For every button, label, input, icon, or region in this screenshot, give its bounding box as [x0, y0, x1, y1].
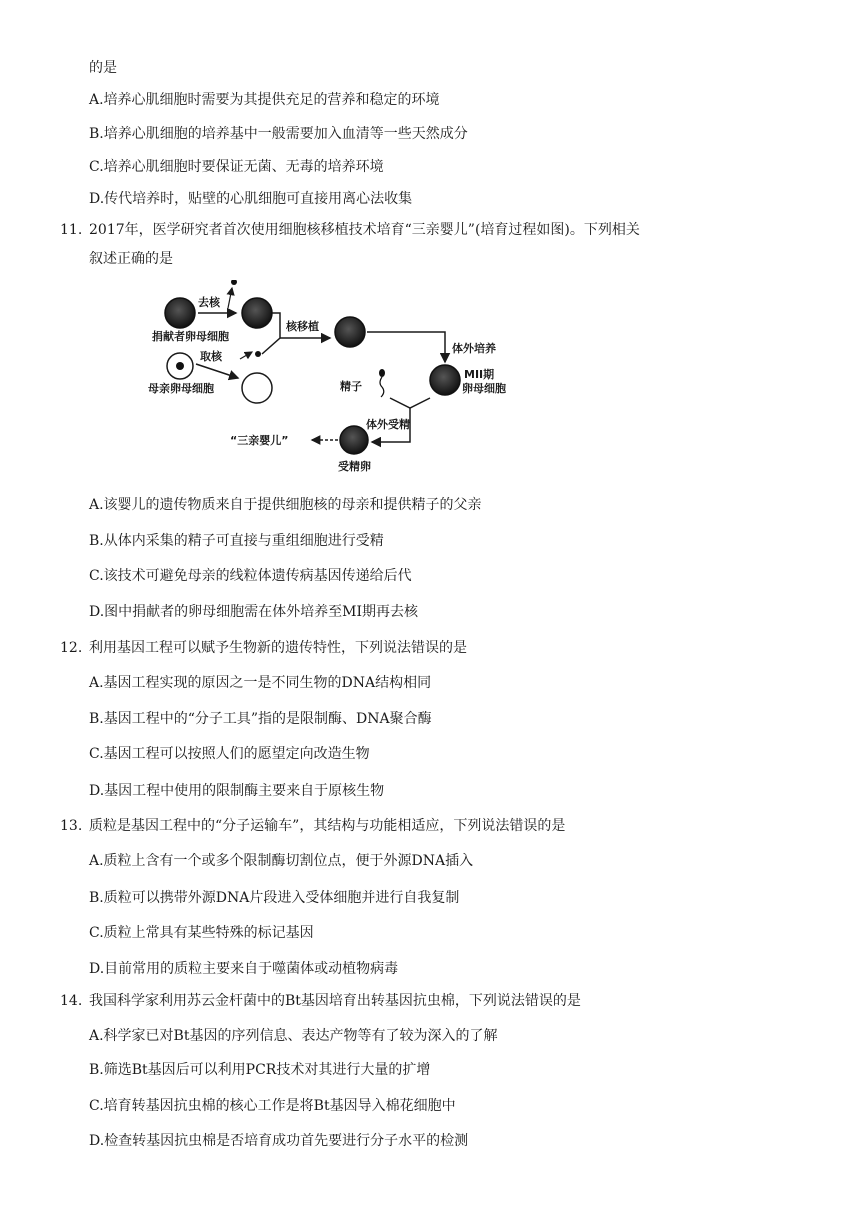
q11-option-d: D.图中捐献者的卵母细胞需在体外培养至MⅠ期再去核: [89, 604, 419, 620]
q13-stem: [60, 817, 565, 835]
q10-option-b: B.培养心肌细胞的培养基中一般需要加入血清等一些天然成分: [89, 126, 468, 142]
reconstructed-cell: [335, 317, 365, 347]
q12-number: 12.: [60, 640, 83, 656]
label-take-nucleus: 取核: [200, 350, 222, 363]
sperm-head: [379, 369, 385, 377]
q11-stem: [60, 221, 640, 239]
q14-option-a: A.科学家已对Bt基因的序列信息、表达产物等有了较为深入的了解: [89, 1028, 498, 1044]
label-mother-oocyte: 母亲卵母细胞: [148, 382, 214, 395]
q14-option-d: D.检查转基因抗虫棉是否培育成功首先要进行分子水平的检测: [89, 1133, 469, 1149]
q10-option-a: A.培养心肌细胞时需要为其提供充足的营养和稳定的环境: [89, 92, 440, 108]
q14-number: 14.: [60, 993, 83, 1009]
q11-stem-line2: 叙述正确的是: [89, 251, 173, 267]
q10-stem-continued: 的是: [89, 60, 117, 76]
q14-option-c: C.培育转基因抗虫棉的核心工作是将Bt基因导入棉花细胞中: [89, 1098, 456, 1114]
q14-stem-text: 我国科学家利用苏云金杆菌中的Bt基因培育出转基因抗虫棉，下列说法错误的是: [89, 993, 581, 1009]
q13-number: 13.: [60, 818, 83, 834]
q13-option-d: D.目前常用的质粒主要来自于噬菌体或动植物病毒: [89, 961, 399, 977]
label-three-parent-baby: “三亲婴儿”: [230, 434, 289, 447]
label-zygote: 受精卵: [338, 460, 371, 473]
q13-option-b: B.质粒可以携带外源DNA片段进入受体细胞并进行自我复制: [89, 890, 460, 906]
label-nuclear-transfer: 核移植: [286, 320, 319, 333]
q14-option-b: B.筛选Bt基因后可以利用PCR技术对其进行大量的扩增: [89, 1062, 431, 1078]
q11-option-b: B.从体内采集的精子可直接与重组细胞进行受精: [89, 533, 384, 549]
label-remove-nucleus: 去核: [198, 296, 220, 309]
q12-option-a: A.基因工程实现的原因之一是不同生物的DNA结构相同: [89, 675, 432, 691]
removed-nucleus: [231, 280, 237, 285]
q14-stem: [60, 992, 581, 1010]
q13-stem-text: 质粒是基因工程中的“分子运输车”，其结构与功能相适应，下列说法错误的是: [89, 818, 566, 834]
label-sperm: 精子: [340, 380, 362, 393]
q13-option-c: C.质粒上常具有某些特殊的标记基因: [89, 925, 314, 941]
arrow-in-vitro-culture: [367, 332, 445, 362]
arrow-nucleus-extract: [240, 352, 252, 359]
sperm-tail: [380, 377, 384, 397]
q11-stem-line1: 2017年，医学研究者首次使用细胞核移植技术培育“三亲婴儿”(培育过程如图)。下列相关: [89, 222, 640, 238]
q10-option-d: D.传代培养时，贴壁的心肌细胞可直接用离心法收集: [89, 191, 413, 207]
label-in-vitro-fertilization: 体外受精: [366, 418, 410, 431]
q12-stem-text: 利用基因工程可以赋予生物新的遗传特性，下列说法错误的是: [89, 640, 467, 656]
three-parent-baby-diagram: [140, 280, 520, 480]
arrow-nucleus-out: [228, 288, 232, 308]
zygote-cell: [340, 426, 368, 454]
q11-number: 11.: [60, 222, 83, 238]
q12-stem: [60, 639, 467, 657]
q12-option-d: D.基因工程中使用的限制酶主要来自于原核生物: [89, 783, 385, 799]
label-donor-oocyte: 捐献者卵母细胞: [152, 330, 229, 343]
label-mii: MII期: [464, 368, 495, 381]
arrow-take-nucleus: [196, 364, 238, 378]
q10-option-c: C.培养心肌细胞时要保证无菌、无毒的培养环境: [89, 159, 384, 175]
fertilization-join: [390, 398, 430, 408]
remaining-mother-cell: [242, 373, 272, 403]
enucleated-oocyte-cell: [242, 298, 272, 328]
q12-option-c: C.基因工程可以按照人们的愿望定向改造生物: [89, 746, 370, 762]
q11-option-c: C.该技术可避免母亲的线粒体遗传病基因传递给后代: [89, 568, 412, 584]
mother-oocyte-nucleus: [176, 362, 184, 370]
extracted-nucleus: [255, 351, 261, 357]
q12-option-b: B.基因工程中的“分子工具”指的是限制酶、DNA聚合酶: [89, 711, 432, 727]
q13-option-a: A.质粒上含有一个或多个限制酶切割位点，便于外源DNA插入: [89, 853, 474, 869]
label-mii-oocyte: 卵母细胞: [462, 382, 506, 395]
donor-oocyte-cell: [165, 298, 195, 328]
q11-option-a: A.该婴儿的遗传物质来自于提供细胞核的母亲和提供精子的父亲: [89, 497, 482, 513]
label-in-vitro-culture: 体外培养: [452, 342, 496, 355]
mii-oocyte-cell: [430, 365, 460, 395]
